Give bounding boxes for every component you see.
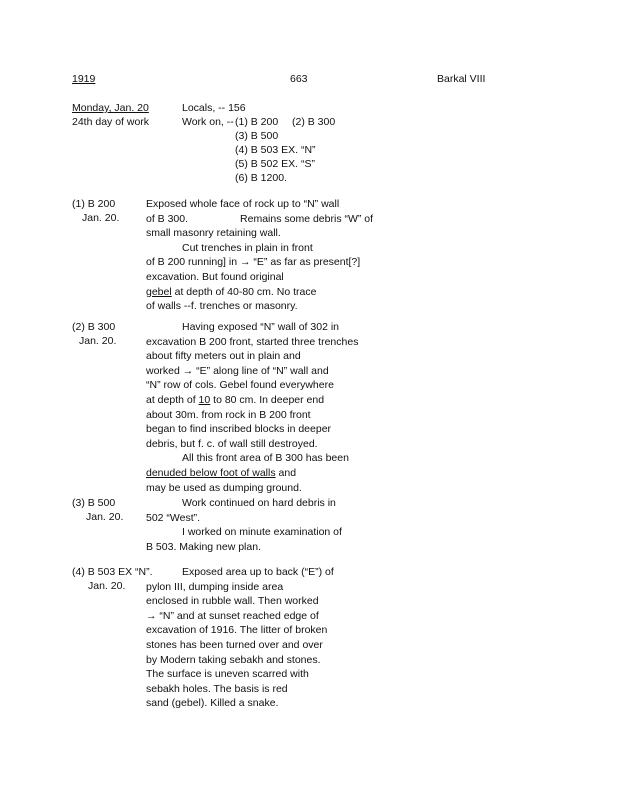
- entry-date: Jan. 20.: [88, 580, 126, 592]
- work-item: (3) B 500: [235, 130, 279, 142]
- entry-site: (4) B 503 EX “N”.: [72, 566, 153, 578]
- notebook-label: Barkal VIII: [437, 73, 486, 85]
- entry-line: may be used as dumping ground.: [146, 481, 302, 494]
- entry-line: [146, 212, 373, 227]
- entry-line: about fifty meters out in plain and: [146, 350, 301, 363]
- underlined-phrase: denuded below foot of walls: [146, 466, 276, 479]
- work-item: (6) B 1200.: [235, 172, 287, 184]
- entry-line: excavation B 200 front, started three trenches: [146, 335, 359, 348]
- entry-line: Work continued on hard debris in: [182, 497, 336, 509]
- entry-line: stones has been turned over and over: [146, 638, 323, 651]
- entry-line: All this front area of B 300 has been: [182, 452, 349, 465]
- entry-site: (1) B 200: [72, 198, 116, 210]
- entry-date: Jan. 20.: [86, 511, 124, 523]
- entry-line-part: Remains some debris “W” of: [240, 212, 374, 225]
- entry-line: by Modern taking sebakh and stones.: [146, 653, 321, 666]
- locals-count: Locals, -- 156: [182, 102, 246, 114]
- entry-line: “N” row of cols. Gebel found everywhere: [146, 379, 334, 392]
- underlined-word: gebel: [146, 285, 172, 298]
- entry-body-first: [182, 565, 334, 580]
- entry-site: (3) B 500: [72, 497, 116, 509]
- entry-date: Jan. 20.: [79, 335, 117, 347]
- entry-body: [146, 580, 327, 711]
- entry-line-part: and: [275, 466, 297, 479]
- entry-line: debris, but f. c. of wall still destroyed.: [146, 437, 318, 450]
- entry-body: [146, 197, 373, 314]
- entry-line: excavation of 1916. The litter of broken: [146, 624, 328, 637]
- entry-line: worked → “E” along line of “N” wall and: [146, 364, 329, 377]
- entry-body: [146, 496, 342, 554]
- day-of-work: 24th day of work: [72, 116, 150, 128]
- entry-line-part: at depth of: [146, 393, 199, 406]
- entry-line: Exposed area up to back (“E”) of: [182, 566, 334, 578]
- day-date: Monday, Jan. 20: [72, 102, 149, 114]
- underlined-number: 10: [198, 393, 211, 406]
- entry-date: Jan. 20.: [82, 212, 120, 224]
- entry-line: The surface is uneven scarred with: [146, 668, 309, 681]
- entry-line: Exposed whole face of rock up to “N” wall: [146, 198, 340, 210]
- entry-line: small masonry retaining wall.: [146, 227, 281, 240]
- entry-line: sand (gebel). Killed a snake.: [146, 697, 279, 710]
- entry-line: began to find inscribed blocks in deeper: [146, 423, 332, 436]
- entry-line-part: at depth of 40-80 cm. No trace: [171, 285, 317, 298]
- entry-line-part: to 80 cm. In deeper end: [210, 393, 325, 406]
- entry-site: (2) B 300: [72, 321, 116, 333]
- work-item: (2) B 300: [292, 116, 336, 128]
- header-year: 1919: [72, 73, 96, 85]
- entry-line: I worked on minute examination of: [182, 526, 342, 539]
- entry-line-part: of B 300.: [146, 212, 189, 225]
- entry-line: sebakh holes. The basis is red: [146, 682, 288, 695]
- entry-line: pylon III, dumping inside area: [146, 580, 284, 593]
- work-item: (5) B 502 EX. “S”: [235, 158, 315, 170]
- entry-line: [146, 466, 358, 481]
- entry-line: Cut trenches in plain in front: [182, 241, 313, 254]
- work-item: (1) B 200: [235, 116, 279, 128]
- entry-line: excavation. But found original: [146, 270, 284, 283]
- entry-line: B 503. Making new plan.: [146, 540, 261, 553]
- entry-line: enclosed in rubble wall. Then worked: [146, 595, 319, 608]
- entry-line: [146, 393, 358, 408]
- entry-line: [146, 285, 373, 300]
- work-item: (4) B 503 EX. “N”: [235, 144, 316, 156]
- entry-line: 502 “West”.: [146, 511, 201, 524]
- page-number: 663: [290, 73, 308, 85]
- entry-line: of walls --f. trenches or masonry.: [146, 300, 298, 313]
- entry-line: about 30m. from rock in B 200 front: [146, 408, 311, 421]
- entry-body: [146, 320, 358, 495]
- entry-line: of B 200 running] in → “E” as far as present[?]: [146, 256, 361, 269]
- work-on-label: Work on, --: [182, 116, 234, 128]
- entry-line: → “N” and at sunset reached edge of: [146, 609, 319, 622]
- entry-line: Having exposed “N” wall of 302 in: [182, 321, 339, 333]
